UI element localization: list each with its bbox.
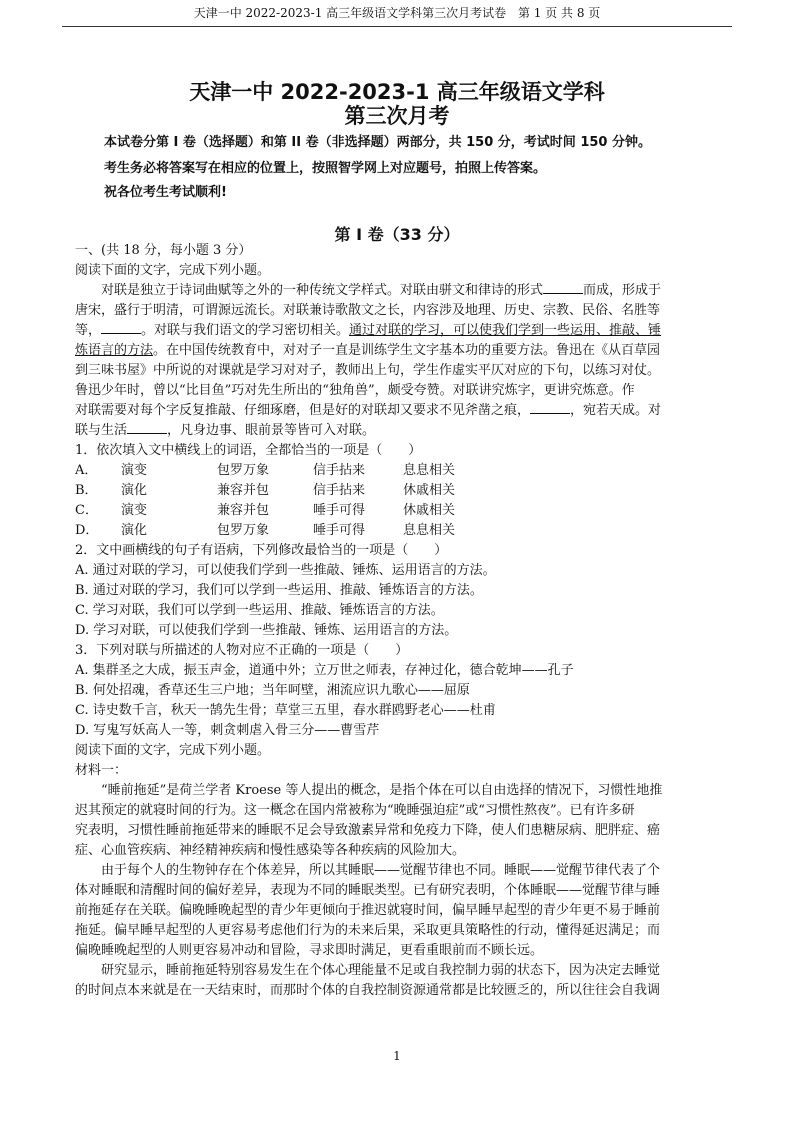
instruction-2: 考生务必将答案写在相应的位置上，按照智学网上对应题号，拍照上传答案。 [104, 161, 547, 176]
material-label: 材料一： [75, 763, 128, 778]
question-1-option: D． 演化 包罗万象 唾手可得 息息相关 [75, 523, 456, 538]
underlined-sentence: 炼语言的方法 [75, 343, 154, 358]
fill-blank [101, 333, 141, 334]
passage-line: 等， 。对联与我们语文的学习密切相关。通过对联的学习，可以使我们学到一些运用、推敲、锤 [75, 323, 662, 338]
running-header [62, 0, 732, 27]
exam-body [75, 241, 715, 1001]
material-line: 研究显示，睡前拖延特别容易发生在个体心理能量不足或自我控制力弱的状态下，因为决定去睡觉 [101, 963, 661, 978]
instruction-3: 祝各位考生考试顺利! [104, 185, 227, 200]
question-2-option: C. 学习对联，我们可以学到一些运用、推敲、锤炼语言的方法。 [75, 603, 444, 618]
question-3-stem: 3．下列对联与所描述的人物对应不正确的一项是（ ） [75, 643, 409, 658]
header-page-info: 第 1 页 共 8 页 [517, 6, 601, 20]
material-line: 症、心血管疾病、神经精神疾病和慢性感染等各种疾病的风险加大。 [75, 843, 466, 858]
passage-line: 到三味书屋》中所说的对课就是学习对对子，教师出上句，学生作虚实平仄对应的下句，以练习对仗。 [75, 363, 661, 378]
material-line: 体对睡眠和清醒时间的偏好差异，表现为不同的睡眠类型。已有研究表明，个体睡眠——觉醒节律与睡 [75, 883, 661, 898]
question-3-option: D. 写鬼写妖高人一等，刺贪刺虐入骨三分——曹雪芹 [75, 723, 380, 738]
material-line: 的时间点本来就是在一天结束时，而那时个体的自我控制资源通常都是比较匮乏的，所以往往会自我调 [75, 983, 661, 998]
instruction-1: 本试卷分第 I 卷（选择题）和第 II 卷（非选择题）两部分，共 150 分，考试时间 150 分钟。 [104, 135, 651, 150]
question-3-option: B. 何处招魂，香草还生三户地；当年呵壁，湘流应识九歌心——屈原 [75, 683, 470, 698]
question-1-option: A． 演变 包罗万象 信手拈来 息息相关 [75, 463, 456, 478]
passage-line: 对联是独立于诗词曲赋等之外的一种传统文学样式。对联由骈文和律诗的形式 而成，形成于 [101, 283, 662, 298]
question-1-stem: 1．依次填入文中横线上的词语，全都恰当的一项是（ ） [75, 443, 422, 458]
exam-title-line2: 第三次月考 [344, 104, 450, 128]
material-line: “睡前拖延”是荷兰学者 Kroese 等人提出的概念，是指个体在可以自由选择的情况下，习惯性地推 [101, 783, 663, 798]
material-line: 前拖延存在关联。偏晚睡晚起型的青少年更倾向于推迟就寝时间，偏早睡早起型的青少年更不易于睡前 [75, 903, 661, 918]
question-2-option: A. 通过对联的学习，可以使我们学到一些推敲、锤炼、运用语言的方法。 [75, 563, 496, 578]
question-3-option: A. 集群圣之大成，振玉声金，道通中外；立万世之师表，存神过化，德合乾坤——孔子 [75, 663, 574, 678]
material-line: 由于每个人的生物钟存在个体差异，所以其睡眠——觉醒节律也不同。睡眠——觉醒节律代表了个 [101, 863, 661, 878]
underlined-sentence: 通过对联的学习，可以使我们学到一些运用、推敲、锤 [349, 323, 662, 338]
question-2-option: D. 学习对联，可以使我们学到一些推敲、锤炼、运用语言的方法。 [75, 623, 458, 638]
material-line: 拖延。偏早睡早起型的人更容易考虑他们行为的未来后果，采取更具策略性的行动，懂得延迟满足；而 [75, 923, 661, 938]
part1-heading: 一、(共 18 分，每小题 3 分） [75, 243, 252, 258]
fill-blank [127, 433, 167, 434]
question-2-stem: 2．文中画横线的句子有语病，下列修改最恰当的一项是（ ） [75, 543, 448, 558]
passage-line: 联与生活 ，凡身边事、眼前景等皆可入对联。 [75, 423, 376, 438]
passage-line: 唐宋，盛行于明清，可谓源远流长。对联兼诗歌散文之长，内容涉及地理、历史、宗教、民俗、名胜等 [75, 303, 661, 318]
passage-line: 炼语言的方法。在中国传统教育中，对对子一直是训练学生文字基本功的重要方法。鲁迅在《从百草园 [75, 343, 661, 358]
page-number: 1 [393, 1049, 401, 1063]
passage-line: 对联需要对每个字反复推敲、仔细琢磨，但是好的对联却又要求不见斧凿之痕， ，宛若天成。对 [75, 403, 662, 418]
header-exam-title: 天津一中 2022-2023-1 高三年级语文学科第三次月考试卷 [193, 6, 507, 20]
fill-blank [543, 293, 583, 294]
passage-line: 鲁迅少年时，曾以“比目鱼”巧对先生所出的“独角兽”，颇受夸赞。对联讲究炼字，更讲究炼意。作 [75, 383, 635, 398]
question-3-option: C. 诗史数千言，秋天一鹄先生骨；草堂三五里，春水群鸥野老心——杜甫 [75, 703, 496, 718]
section-title: 第 I 卷（33 分） [334, 225, 460, 244]
fill-blank [530, 413, 570, 414]
question-1-option: B． 演化 兼容并包 信手拈来 休戚相关 [75, 483, 456, 498]
question-1-option: C． 演变 兼容并包 唾手可得 休戚相关 [75, 503, 456, 518]
material-line: 究表明，习惯性睡前拖延带来的睡眠不足会导致激素异常和免疫力下降，使人们患糖尿病、肥胖症、癌 [75, 823, 661, 838]
question-2-option: B. 通过对联的学习，我们可以学到一些运用、推敲、锤炼语言的方法。 [75, 583, 483, 598]
part2-prompt: 阅读下面的文字，完成下列小题。 [75, 743, 271, 758]
part1-prompt: 阅读下面的文字，完成下列小题。 [75, 263, 271, 278]
exam-title-line1: 天津一中 2022-2023-1 高三年级语文学科 [189, 80, 605, 104]
material-line: 迟其预定的就寝时间的行为。这一概念在国内常被称为“晚睡强迫症”或“习惯性熬夜”。已有许多研 [75, 803, 635, 818]
material-line: 偏晚睡晚起型的人则更容易冲动和冒险，寻求即时满足，更看重眼前而不顾长远。 [75, 943, 544, 958]
